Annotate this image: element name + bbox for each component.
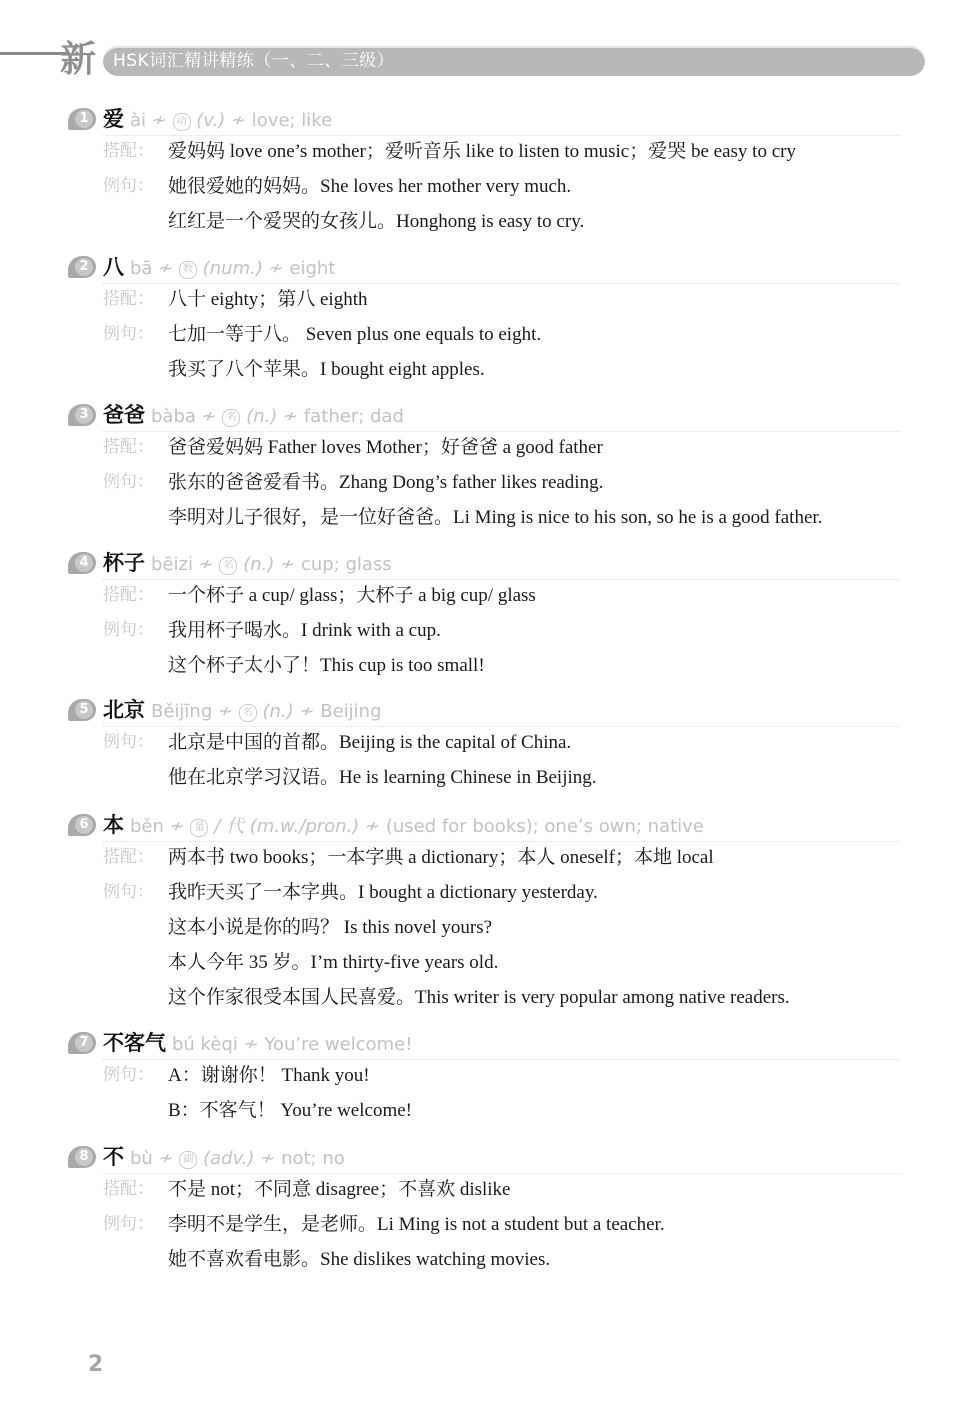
entry-heading xyxy=(0,1028,960,1058)
part-of-speech-icon: 副 xyxy=(179,1151,197,1169)
example-line xyxy=(0,613,960,648)
entry-heading xyxy=(0,1142,960,1172)
example-sentence: 这本小说是你的吗？ Is this novel yours? xyxy=(168,917,493,938)
example-sentence: 我昨天买了一本字典。I bought a dictionary yesterday. xyxy=(168,882,598,903)
page-number: 2 xyxy=(88,1352,104,1377)
vocab-entry xyxy=(0,1028,960,1128)
example-line xyxy=(0,317,960,352)
entry-heading xyxy=(0,695,960,725)
pinyin: bēizi xyxy=(151,554,193,575)
collocation-line xyxy=(0,282,960,317)
part-of-speech-icon: 名 xyxy=(222,409,240,427)
headword: 八 bā ≁ 数 (num.) ≁ eight xyxy=(103,255,336,279)
collocation-label: 搭配： xyxy=(103,585,154,605)
entry-heading xyxy=(0,104,960,134)
example-sentence: 这个杯子太小了！This cup is too small! xyxy=(168,655,485,676)
example-line xyxy=(0,910,960,945)
entry-meta: bā ≁ 数 (num.) ≁ eight xyxy=(130,258,336,279)
example-line xyxy=(0,648,960,683)
entry-number-badge: 1 xyxy=(68,108,96,130)
pinyin: bā xyxy=(130,258,153,279)
part-of-speech-icon: 名 xyxy=(219,557,237,575)
pinyin: bàba xyxy=(151,406,196,427)
collocation-text: 爸爸爱妈妈 Father loves Mother；好爸爸 a good father xyxy=(168,437,603,458)
vocab-entry xyxy=(0,252,960,387)
entry-heading xyxy=(0,252,960,282)
collocation-text: 八十 eighty；第八 eighth xyxy=(168,289,368,310)
entry-heading xyxy=(0,810,960,840)
example-sentence: 李明不是学生，是老师。Li Ming is not a student but a teacher. xyxy=(168,1214,665,1235)
example-line xyxy=(0,1093,960,1128)
part-of-speech: (num.) xyxy=(202,258,263,279)
headword: 北京 Běijīng ≁ 名 (n.) ≁ Beijing xyxy=(103,698,382,722)
example-sentence: 北京是中国的首都。Beijing is the capital of China. xyxy=(168,732,572,753)
collocation-line xyxy=(0,840,960,875)
example-label: 例句： xyxy=(103,620,154,640)
collocation-text: 爱妈妈 love one’s mother；爱听音乐 like to listen to music；爱哭 be easy to cry xyxy=(168,141,796,162)
part-of-speech: (n.) xyxy=(243,554,275,575)
vocab-entry xyxy=(0,1142,960,1277)
collocation-text: 不是 not；不同意 disagree；不喜欢 dislike xyxy=(168,1179,511,1200)
headword: 爱 ài ≁ 动 (v.) ≁ love; like xyxy=(103,107,333,131)
meaning: cup; glass xyxy=(300,554,392,575)
example-label: 例句： xyxy=(103,472,154,492)
meaning: (used for books); one’s own; native xyxy=(385,816,704,837)
headword: 本 běn ≁ 量 / 代 (m.w./pron.) ≁ (used for books); one’s own; native xyxy=(103,813,704,837)
entry-number-badge: 6 xyxy=(68,814,96,836)
example-sentence: 我用杯子喝水。I drink with a cup. xyxy=(168,620,441,641)
example-sentence: 张东的爸爸爱看书。Zhang Dong’s father likes reading. xyxy=(168,472,604,493)
collocation-label: 搭配： xyxy=(103,289,154,309)
entry-meta: bú kèqi ≁ You’re welcome! xyxy=(172,1034,413,1055)
meaning: not; no xyxy=(281,1148,345,1169)
vocab-entry xyxy=(0,695,960,795)
collocation-line xyxy=(0,134,960,169)
example-line xyxy=(0,352,960,387)
part-of-speech: / 代 (m.w./pron.) xyxy=(214,816,360,837)
collocation-line xyxy=(0,1172,960,1207)
entry-meta: ài ≁ 动 (v.) ≁ love; like xyxy=(130,110,333,131)
entry-number-badge: 5 xyxy=(68,699,96,721)
book-title: HSK词汇精讲精练（一、二、三级） xyxy=(113,51,395,71)
entry-meta: běn ≁ 量 / 代 (m.w./pron.) ≁ (used for books); one’s own; native xyxy=(130,816,704,837)
example-line xyxy=(0,204,960,239)
example-line xyxy=(0,465,960,500)
entry-number-badge: 2 xyxy=(68,256,96,278)
example-label: 例句： xyxy=(103,1214,154,1234)
example-sentence: 红红是一个爱哭的女孩儿。Honghong is easy to cry. xyxy=(168,211,585,232)
example-label: 例句： xyxy=(103,324,154,344)
pinyin: ài xyxy=(130,110,147,131)
example-line xyxy=(0,500,960,535)
entry-meta: Běijīng ≁ 名 (n.) ≁ Beijing xyxy=(151,701,382,722)
example-sentence: 我买了八个苹果。I bought eight apples. xyxy=(168,359,485,380)
example-line xyxy=(0,1058,960,1093)
entry-number-badge: 8 xyxy=(68,1146,96,1168)
example-sentence: 她不喜欢看电影。She dislikes watching movies. xyxy=(168,1249,551,1270)
part-of-speech: (adv.) xyxy=(203,1148,255,1169)
meaning: Beijing xyxy=(320,701,382,722)
headword: 不 bù ≁ 副 (adv.) ≁ not; no xyxy=(103,1145,345,1169)
collocation-label: 搭配： xyxy=(103,847,154,867)
example-label: 例句： xyxy=(103,732,154,752)
meaning: eight xyxy=(289,258,336,279)
headword: 不客气 bú kèqi ≁ You’re welcome! xyxy=(103,1031,413,1055)
part-of-speech-icon: 动 xyxy=(173,113,191,131)
collocation-text: 一个杯子 a cup/ glass；大杯子 a big cup/ glass xyxy=(168,585,536,606)
meaning: love; like xyxy=(251,110,333,131)
part-of-speech: (n.) xyxy=(246,406,278,427)
example-label: 例句： xyxy=(103,1065,154,1085)
part-of-speech-icon: 名 xyxy=(239,704,257,722)
part-of-speech: (n.) xyxy=(262,701,294,722)
entry-meta: bēizi ≁ 名 (n.) ≁ cup; glass xyxy=(151,554,392,575)
example-line xyxy=(0,980,960,1015)
example-line xyxy=(0,1207,960,1242)
example-line xyxy=(0,945,960,980)
example-sentence: 李明对儿子很好，是一位好爸爸。Li Ming is nice to his son, so he is a good father. xyxy=(168,507,823,528)
pinyin: Běijīng xyxy=(151,701,213,722)
example-sentence: 这个作家很受本国人民喜爱。This writer is very popular among native readers. xyxy=(168,987,790,1008)
entry-heading xyxy=(0,400,960,430)
collocation-label: 搭配： xyxy=(103,437,154,457)
headword: 爸爸 bàba ≁ 名 (n.) ≁ father; dad xyxy=(103,403,404,427)
entry-number-badge: 4 xyxy=(68,552,96,574)
entry-number-badge: 3 xyxy=(68,404,96,426)
page-header xyxy=(0,40,960,80)
entry-meta: bù ≁ 副 (adv.) ≁ not; no xyxy=(130,1148,345,1169)
example-label: 例句： xyxy=(103,882,154,902)
example-label: 例句： xyxy=(103,176,154,196)
vocab-entry xyxy=(0,400,960,535)
collocation-label: 搭配： xyxy=(103,141,154,161)
example-sentence: 她很爱她的妈妈。She loves her mother very much. xyxy=(168,176,572,197)
part-of-speech: (v.) xyxy=(196,110,226,131)
example-sentence: 七加一等于八。 Seven plus one equals to eight. xyxy=(168,324,542,345)
vocab-entry xyxy=(0,810,960,1015)
part-of-speech-icon: 量 xyxy=(190,819,208,837)
example-sentence: B：不客气！ You’re welcome! xyxy=(168,1100,412,1121)
vocab-entry xyxy=(0,548,960,683)
collocation-line xyxy=(0,578,960,613)
example-sentence: A：谢谢你！ Thank you! xyxy=(168,1065,370,1086)
meaning: father; dad xyxy=(303,406,404,427)
headword: 杯子 bēizi ≁ 名 (n.) ≁ cup; glass xyxy=(103,551,392,575)
example-sentence: 他在北京学习汉语。He is learning Chinese in Beijing. xyxy=(168,767,597,788)
collocation-text: 两本书 two books；一本字典 a dictionary；本人 oneself；本地 local xyxy=(168,847,714,868)
entry-heading xyxy=(0,548,960,578)
example-line xyxy=(0,875,960,910)
pinyin: bù xyxy=(130,1148,153,1169)
collocation-label: 搭配： xyxy=(103,1179,154,1199)
vocab-entry xyxy=(0,104,960,239)
example-line xyxy=(0,725,960,760)
meaning: You’re welcome! xyxy=(264,1034,413,1055)
example-line xyxy=(0,169,960,204)
entry-number-badge: 7 xyxy=(68,1032,96,1054)
example-sentence: 本人今年 35 岁。I’m thirty-five years old. xyxy=(168,952,499,973)
example-line xyxy=(0,1242,960,1277)
collocation-line xyxy=(0,430,960,465)
example-line xyxy=(0,760,960,795)
pinyin: běn xyxy=(130,816,164,837)
series-logo: 新 xyxy=(60,39,95,80)
part-of-speech-icon: 数 xyxy=(179,261,197,279)
pinyin: bú kèqi xyxy=(172,1034,238,1055)
entry-meta: bàba ≁ 名 (n.) ≁ father; dad xyxy=(151,406,404,427)
